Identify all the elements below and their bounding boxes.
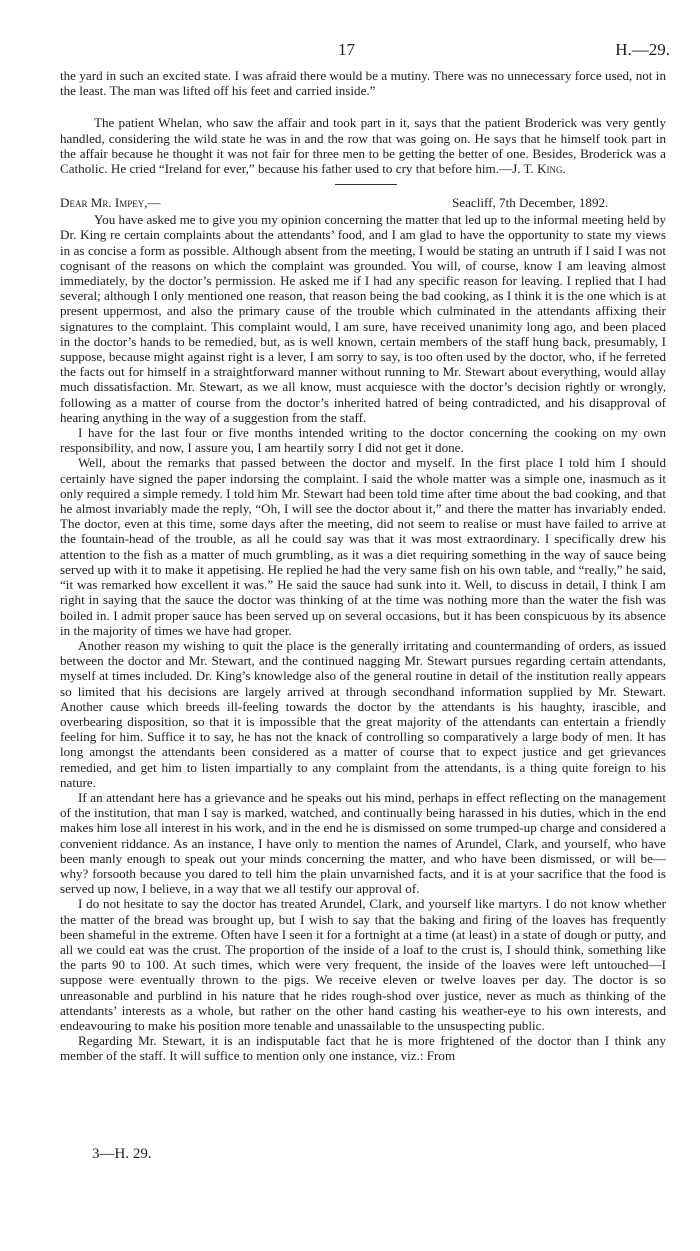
salutation: Dear Mr. Impey,— — [60, 195, 161, 211]
paragraph-remarks: Well, about the remarks that passed between the doctor and myself. In the first place I told him I should certainly have signed the paper indorsing the complaint. I said the whole matter was a simple one, inasmuch as it only required a simple remedy. I told him Mr. Stewart had been told time after time about the bad cooking, and that he almost invariably made the reply, “Oh, I will see the doctor about it,” and there the matter has invariably ended. The doctor, even at this time, some days after the meeting, did not seem to realise or must have failed to arrive at the fountain-head of the trouble, as all he could say was that it was most extraordinary. I specifically drew his attention to the fish as a matter of much grumbling, as it was a diet requiring something in the way of sauce being served up with it to make it appetising. He replied he had the very same fish on his own table, and “really,” he said, “it was remarked how excellent it was.” He said the sauce had sunk into it. Well, to discuss in detail, I think I am right in saying that the sauce the doctor was thinking of at the time was nothing more than the water the fish was boiled in. I admit proper sauce has been served up on several occasions, but it has been conspicuous by its absence in the majority of times we have had groper. — [60, 455, 666, 638]
paragraph-whelan-statement — [60, 115, 666, 176]
letter-heading — [60, 195, 666, 211]
dateline: Seacliff, 7th December, 1892. — [452, 195, 609, 211]
paragraph-bread: I do not hesitate to say the doctor has treated Arundel, Clark, and yourself like martyrs. I do not know whether the matter of the bread was brought up, but I wish to say that the baking and firing of the loaves has frequently been shameful in the extreme. Often have I seen it for a fortnight at a time (at least) in a state of dough or putty, and all we could eat was the crust. The proportion of the inside of a loaf to the crust is, I should think, something like the parts 90 to 100. At such times, which were very frequent, the inside of the loaves were left untouched—I suppose were eventually thrown to the pigs. We receive eleven or twelve loaves per day. The doctor is so unreasonable and purblind in his nature that he rides rough-shod over justice, never as much as thinking of the attendants’ interests as a whole, but rather on the other hand casting his weather-eye to his own interests, and endeavouring to make his position more tenable and unassailable to the unsuspecting public. — [60, 896, 666, 1033]
signature: J. T. King. — [512, 161, 566, 177]
page-header — [0, 40, 700, 64]
paragraph-stewart: Regarding Mr. Stewart, it is an indisputable fact that he is more frightened of the doctor than I think any member of the staff. It will suffice to mention only one instance, viz.: From — [60, 1033, 666, 1064]
signature-mark: 3—H. 29. — [92, 1146, 152, 1162]
paragraph-grievance: If an attendant here has a grievance and he speaks out his mind, perhaps in effect reflecting on the management of the institution, that man I say is marked, watched, and continually being harassed in his duties, which in the end makes him lose all interest in his work, and in the end he is dismissed on some trumped-up charge and considered a convenient riddance. As an instance, I have only to mention the names of Arundel, Clark, and yourself, who have been manly enough to speak out your minds concerning the matter, and who have been dismissed, or will be—why? forsooth because you dared to tell him the plain unvarnished facts, and it is at your sacrifice that the food is served up now, I believe, in a way that we all testify our approval of. — [60, 789, 666, 897]
paragraph-cooking: I have for the last four or five months intended writing to the doctor concerning the cooking on my own responsibility, and now, I assure you, I am heartily sorry I did not get it done. — [60, 425, 666, 456]
paragraph-continuation: the yard in such an excited state. I was afraid there would be a mutiny. There was no unnecessary force used, not in the least. The man was lifted off his feet and carried inside.” — [60, 68, 666, 99]
paragraph-another-reason: Another reason my wishing to quit the place is the generally irritating and countermanding of orders, as issued between the doctor and Mr. Stewart, and the continued nagging Mr. Stewart pursues regarding certain attendants, myself at times included. Dr. King’s knowledge also of the general routine in detail of the institution really appears so limited that his decisions are largely arrived at through secondhand information supplied by Mr. Stewart. Another cause which breeds ill-feeling towards the doctor by the attendants is his haughty, irascible, and overbearing disposition, so that it is impossible that the great majority of the attendants can entertain a friendly feeling for him. Suffice it to say, he has not the knack of controlling so comparatively a large body of men. It has long amongst the attendants been considered as a matter of course that to expect justice and get grievances remedied, and get him to listen impartially to any complaint from the attendants, is a thing quite foreign to his nature. — [60, 637, 666, 790]
document-reference: H.—29. — [615, 40, 670, 59]
document-body — [60, 68, 666, 1064]
paragraph-letter-opening: You have asked me to give you my opinion concerning the matter that led up to the informal meeting held by Dr. King re certain complaints about the attendants’ food, and I am glad to have the opportunity to state my views in as concise a form as possible. Although absent from the meeting, I would be stating an untruth if I said I was not cognisant of the reasons on which the complaint was grounded. You will, of course, know I am leaving almost immediately, by the doctor’s permission. He asked me if I had any specific reason for leaving. I replied that I had several; although I only mentioned one reason, that reason being the bad cooking, as I think it is the one which is at present uppermost, and also the primary cause of the trouble which culminated in the attendants affixing their signatures to the complaint. This complaint would, I am sure, have received unanimity long ago, and been placed in the doctor’s hands to be remedied, but, as is well known, certain members of the staff hung back, presumably, I suppose, because might against right is a lever, I am sorry to say, is too often used by the doctor, who, if he ferreted the facts out for himself in a straightforward manner without running to Mr. Stewart about everything, would allay much dissatisfaction. Mr. Stewart, as we all know, must acquiesce with the doctor’s decision rightly or wrongly, following as a matter of course from the doctor’s inherited hatred of being contradicted, and his disapproval of hearing anything in the way of a suggestion from the staff. — [60, 212, 666, 425]
page-number: 17 — [338, 40, 355, 59]
paragraph-text: The patient Whelan, who saw the affair and took part in it, says that the patient Broderick was very gently handled, considering the wild state he was in and the row that was going on. He says that he himself took part in the affair because he thought it was not fair for three men to be getting the better of one. Besides, Broderick was a Catholic. He cried “Ireland for ever,” because his father used to cry that before him.— — [60, 115, 666, 177]
section-divider — [335, 184, 397, 185]
